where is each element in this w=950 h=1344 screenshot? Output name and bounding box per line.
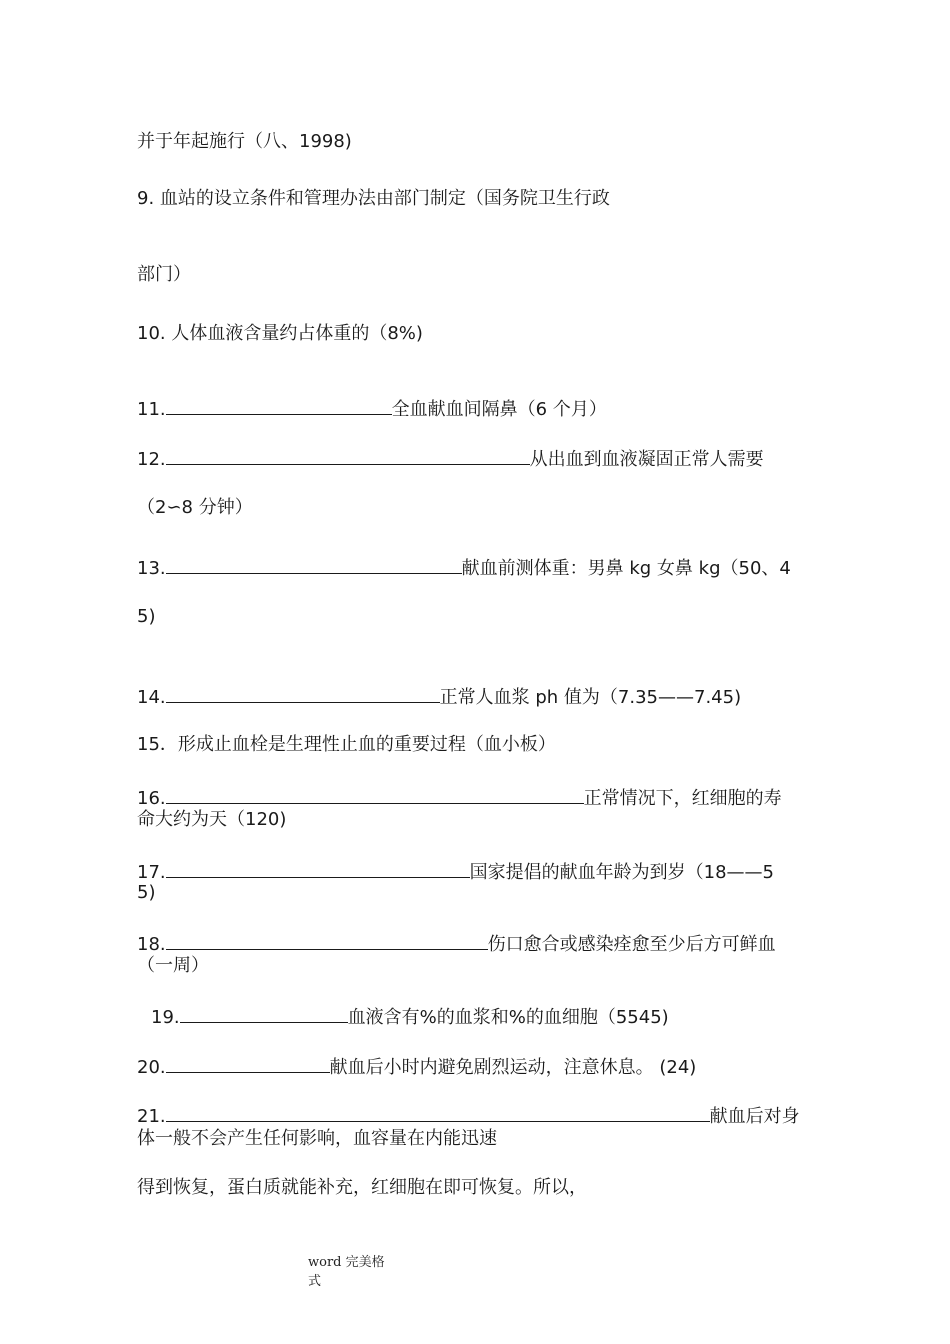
question-11 bbox=[137, 397, 607, 421]
answer-blank bbox=[166, 786, 584, 804]
question-13 bbox=[137, 556, 791, 580]
question-21-continuation: 体一般不会产生任何影响，血容量在内能迅速 bbox=[137, 1128, 497, 1149]
question-number: 19. bbox=[151, 1007, 180, 1028]
question-14 bbox=[137, 685, 741, 709]
footer-line-2: 式 bbox=[308, 1274, 322, 1289]
question-text: 献血前测体重：男鼻 kg 女鼻 kg（50、4 bbox=[461, 558, 791, 579]
answer-blank bbox=[166, 860, 470, 878]
question-text: 正常情况下，红细胞的寿 bbox=[583, 788, 782, 809]
answer-blank bbox=[166, 397, 392, 415]
question-text: 血液含有%的血浆和%的血细胞（5545) bbox=[347, 1007, 669, 1028]
question-number: 16. bbox=[137, 788, 166, 809]
answer-blank bbox=[166, 932, 488, 950]
question-19 bbox=[151, 1005, 669, 1029]
question-18 bbox=[137, 932, 776, 956]
question-text: 全血献血间隔鼻（6 个月） bbox=[391, 399, 607, 420]
question-text: 献血后小时内避免剧烈运动，注意休息。 (24) bbox=[329, 1057, 697, 1078]
question-text: 正常人血浆 ph 值为（7.35——7.45) bbox=[439, 687, 742, 708]
answer-blank bbox=[166, 1055, 330, 1073]
question-12-continuation: （2∽8 分钟） bbox=[137, 497, 253, 518]
question-9-continuation: 部门） bbox=[137, 264, 191, 285]
question-number: 17. bbox=[137, 862, 166, 883]
question-9: 9. 血站的设立条件和管理办法由部门制定（国务院卫生行政 bbox=[137, 188, 610, 209]
question-16 bbox=[137, 786, 782, 810]
answer-blank bbox=[180, 1005, 348, 1023]
question-text: 献血后对身 bbox=[709, 1106, 800, 1127]
page-footer bbox=[308, 1253, 388, 1291]
question-text: 国家提倡的献血年龄为到岁（18——5 bbox=[469, 862, 774, 883]
question-number: 21. bbox=[137, 1106, 166, 1127]
footer-line-1: word 完美格 bbox=[308, 1255, 385, 1270]
question-15: 15．形成止血栓是生理性止血的重要过程（血小板） bbox=[137, 734, 556, 755]
question-10: 10. 人体血液含量约占体重的（8%) bbox=[137, 323, 423, 344]
question-number: 14. bbox=[137, 687, 166, 708]
question-number: 20. bbox=[137, 1057, 166, 1078]
answer-blank bbox=[166, 447, 530, 465]
question-18-continuation: （一周） bbox=[137, 955, 209, 976]
question-21 bbox=[137, 1104, 800, 1128]
question-number: 11. bbox=[137, 399, 166, 420]
question-20 bbox=[137, 1055, 696, 1079]
question-text: 伤口愈合或感染痊愈至少后方可鲜血 bbox=[487, 934, 776, 955]
answer-blank bbox=[166, 1104, 710, 1122]
question-number: 18. bbox=[137, 934, 166, 955]
answer-blank bbox=[166, 685, 440, 703]
question-12 bbox=[137, 447, 764, 471]
question-17-continuation: 5) bbox=[137, 882, 156, 903]
question-16-continuation: 命大约为天（120) bbox=[137, 809, 287, 830]
question-13-continuation: 5) bbox=[137, 606, 156, 627]
answer-blank bbox=[166, 556, 462, 574]
question-text: 从出血到血液凝固正常人需要 bbox=[529, 449, 764, 470]
question-21-continuation-2: 得到恢复，蛋白质就能补充，红细胞在即可恢复。所以， bbox=[137, 1177, 587, 1198]
question-8-continuation: 并于年起施行（八、1998) bbox=[137, 131, 352, 152]
question-number: 13. bbox=[137, 558, 166, 579]
question-number: 12. bbox=[137, 449, 166, 470]
question-17 bbox=[137, 860, 774, 884]
